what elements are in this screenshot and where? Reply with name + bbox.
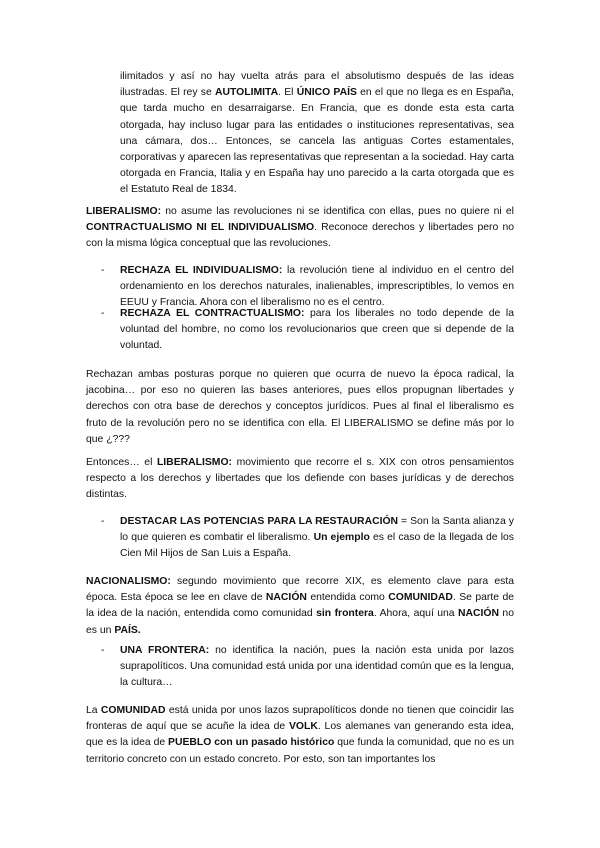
text-run: para los liberales no todo depende de la voluntad del hombre, no como los revolucionarios que creen que si depende de la voluntad. (120, 308, 514, 352)
text-run: . El (278, 87, 297, 99)
text-run: . Los alemanes van generando esta idea, que es la idea de (86, 721, 514, 749)
text-run: La (86, 705, 101, 716)
text-run: Entonces… el (86, 457, 157, 468)
paragraph-carta-otorgada (120, 69, 514, 199)
bold-run: COMUNIDAD (388, 592, 453, 604)
text-run: no asume las revoluciones ni se identifica con ellas, pues no quiere ni el (161, 206, 514, 217)
bullet-potencias-restauracion (101, 514, 514, 563)
bullet-dash: - (101, 645, 105, 656)
paragraph-liberalismo-intro (86, 204, 514, 253)
paragraph-rechazan-ambas (86, 367, 514, 448)
bold-run: COMUNIDAD (100, 705, 166, 716)
text-run: está unida por unos lazos suprapolíticos donde no tienen que coincidir las fronteras de aquí que se acuñe la idea de (86, 705, 514, 733)
bullet-una-frontera (101, 643, 514, 692)
text-run: ilimitados y así no hay vuelta atrás para el absolutismo después de las ideas ilustradas. El rey se (120, 71, 514, 99)
paragraph-comunidad (86, 703, 514, 768)
text-run: movimiento que recorre el s. XIX con otros pensamientos respecto a los derechos y libertades que los defiende con bases jurídicas y de derechos distintas. (86, 457, 514, 501)
text-run: Rechazan ambas posturas porque no quieren que ocurra de nuevo la época radical, la jacobina… por eso no quieren las bases anteriores, pues ellos propugnan libertades y derechos con otra base de derechos y conceptos jurídicos. Pues al final el liberalismo es fruto de la revolución pero no se identifica con ella. El LIBERALISMO se define más por lo que ¿??? (86, 369, 514, 445)
bold-run: NACIÓN (265, 592, 307, 604)
text-run: es el caso de la llegada de los Cien Mil Hijos de San Luis a España. (120, 532, 514, 560)
text-run: segundo movimiento que recorre XIX, es elemento clave para esta época. Esta época se lee en clave de (86, 576, 514, 604)
text-run: en el que no llega es en España, que tarda mucho en desarraigarse. En Francia, que es donde esta esta carta otorgada, hay incluso lugar para las entidades o instituciones representativas, sea una cámara, dos… Entonces, se cancela las antiguas Cortes estamentales, corporativas y aparecen las representativas que representan a la sociedad. Hay carta otorgada en Francia, Italia y en España hay uno parecido a la carta otorgada que es el Estatuto Real de 1834. (120, 87, 514, 196)
text-run: no identifica la nación, pues la nación esta unida por lazos suprapolíticos. Una comunidad está unida por una identidad común que es la lengua, la cultura… (120, 645, 514, 689)
bullet-rechaza-individualismo (101, 263, 514, 312)
text-run: que funda la comunidad, que no es un territorio concreto con un estado concreto. Por esto, son tan importantes los (86, 737, 515, 765)
bullet-dash: - (101, 308, 105, 319)
bold-run: AUTOLIMITA (214, 87, 279, 99)
bold-run: RECHAZA EL CONTRACTUALISMO: (120, 308, 305, 319)
text-run: . Reconoce derechos y libertades pero no con la misma lógica conceptual que las revoluciones. (86, 222, 514, 250)
text-run: = Son la Santa alianza y lo que quieren es combatir el liberalismo. (120, 516, 514, 544)
bold-run: NACIÓN (458, 608, 499, 620)
paragraph-nacionalismo (86, 574, 514, 639)
paragraph-entonces-liberalismo (86, 455, 514, 504)
bold-run: ÚNICO PAÍS (296, 87, 357, 99)
bold-run: VOLK (288, 721, 318, 733)
text-run: no es un (86, 608, 514, 636)
bold-run: LIBERALISMO: (156, 457, 232, 468)
bold-run: NACIONALISMO: (86, 576, 171, 587)
bold-run: Un ejemplo (313, 532, 370, 544)
bold-run: PUEBLO con un pasado histórico (168, 737, 335, 749)
text-run: entendida como (306, 592, 389, 604)
text-run: la revolución tiene al individuo en el centro del ordenamiento en los derechos naturales, inalienables, imprescriptibles, lo vemos en EEUU y Francia. Ahora con el liberalismo no es el centro. (120, 265, 514, 309)
bold-run: DESTACAR LAS POTENCIAS PARA LA RESTAURACIÓN (120, 516, 399, 527)
text-run: . Ahora, aquí una (373, 608, 459, 620)
text-run: . Se parte de la idea de la nación, entendida como comunidad (86, 592, 515, 620)
bold-run: UNA FRONTERA: (120, 645, 210, 656)
bold-run: LIBERALISMO: (86, 206, 162, 217)
bullet-rechaza-contractualismo (101, 306, 514, 355)
bold-run: sin frontera (316, 608, 374, 620)
bold-run: CONTRACTUALISMO NI EL INDIVIDUALISMO (86, 222, 315, 234)
bold-run: PAÍS. (114, 624, 141, 636)
bold-run: RECHAZA EL INDIVIDUALISMO: (120, 265, 283, 276)
bullet-dash: - (101, 265, 105, 276)
bullet-dash: - (101, 516, 105, 527)
